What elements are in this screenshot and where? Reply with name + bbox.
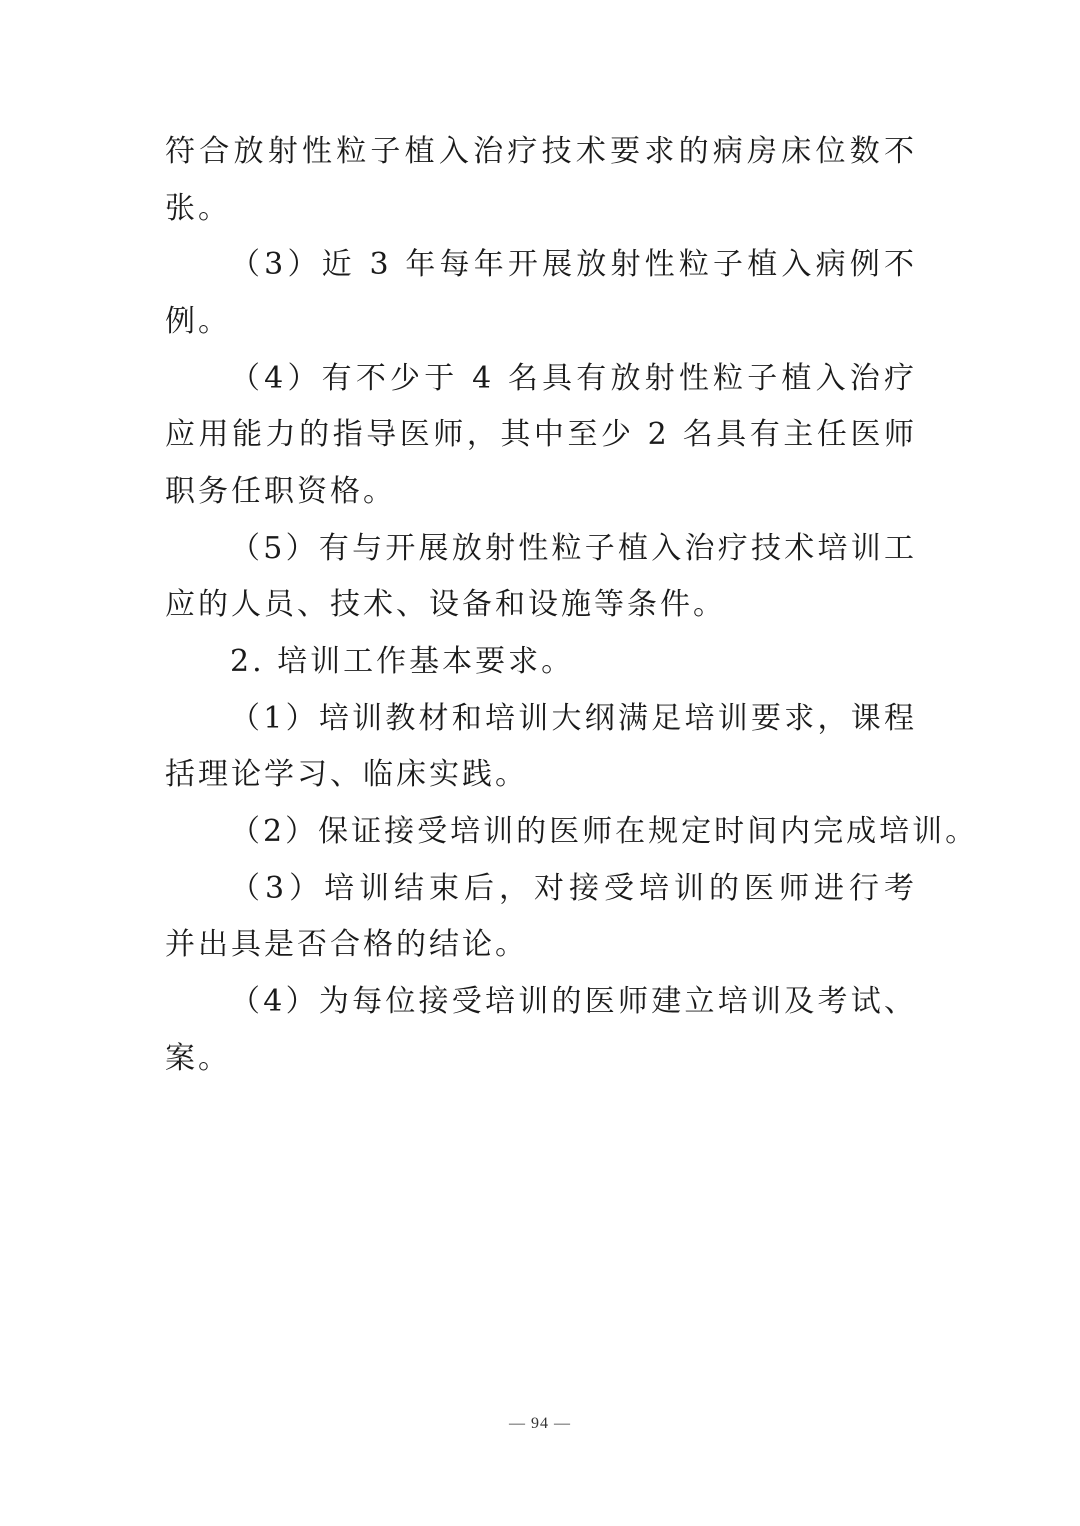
text-line-13: （2）保证接受培训的医师在规定时间内完成培训。 <box>230 814 979 849</box>
text-line-8: （5）有与开展放射性粒子植入治疗技术培训工 <box>230 531 917 566</box>
text-line-9: 应的人员、技术、设备和设施等条件。 <box>165 587 726 622</box>
text-line-6: 应用能力的指导医师，其中至少 2 名具有主任医师 <box>165 417 917 452</box>
text-line-2: 张。 <box>165 191 231 226</box>
text-line-1: 符合放射性粒子植入治疗技术要求的病房床位数不 <box>165 134 917 169</box>
text-line-14: （3）培训结束后，对接受培训的医师进行考 <box>230 871 917 906</box>
text-line-5: （4）有不少于 4 名具有放射性粒子植入治疗 <box>230 361 917 396</box>
text-line-3: （3）近 3 年每年开展放射性粒子植入病例不 <box>230 247 917 282</box>
text-line-17: 案。 <box>165 1041 231 1076</box>
section-heading: 2. 培训工作基本要求。 <box>230 644 575 679</box>
text-line-16: （4）为每位接受培训的医师建立培训及考试、 <box>230 984 917 1019</box>
text-line-12: 括理论学习、临床实践。 <box>165 757 528 792</box>
text-line-7: 职务任职资格。 <box>165 474 396 509</box>
page-number: — 94 — <box>509 1415 571 1432</box>
text-line-15: 并出具是否合格的结论。 <box>165 927 528 962</box>
text-line-4: 例。 <box>165 304 231 339</box>
text-line-11: （1）培训教材和培训大纲满足培训要求，课程 <box>230 701 917 736</box>
